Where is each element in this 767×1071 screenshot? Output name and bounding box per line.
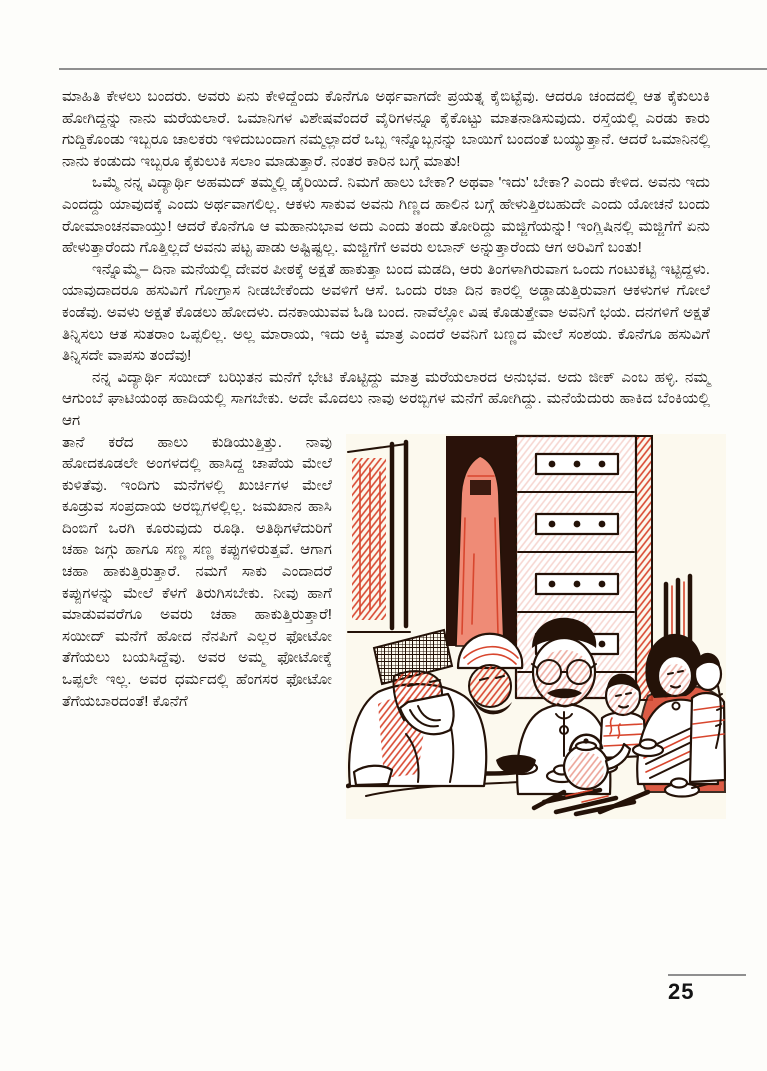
page-number: 25 [668,979,695,1004]
family-tea-gathering-illustration [346,434,726,819]
page-number-rule [668,974,746,976]
page-text [62,86,710,819]
old-man-foot [354,765,392,784]
drawer-plate-1 [536,454,618,474]
paragraph-2: ಒಮ್ಮೆ ನನ್ನ ವಿದ್ಯಾರ್ಥಿ ಅಹಮದ್ ತಮ್ಮಲ್ಲಿ ಡೈರಿಯಿದೆ. ನಿಮಗೆ ಹಾಲು ಬೇಕಾ? ಅಥವಾ 'ಇದು' ಬೇಕಾ? ಎಂದು ಕೇಳಿದ. ಅವನು ಇದು ಎಂದದ್ದು ಯಾವುದಕ್ಕೆ ಎಂದು ಅರ್ಥವಾಗಲಿಲ್ಲ. ಆಕಳು ಸಾಕುವ ಅವನು ಗಿಣ್ಣದ ಹಾಲಿನ ಬಗ್ಗೆ ಹೇಳುತ್ತಿರಬಹುದೇ ಎಂದು ಯೋಚನೆ ಬಂದು ರೋಮಾಂಚನವಾಯ್ತು! ಆದರೆ ಕೊನೆಗೂ ಆ ಮಹಾನುಭಾವ ಅದು ಎಂದು ತಂದು ತೋರಿದ್ದು ಮಜ್ಜಿಗೆಯನ್ನು! ಇಂಗ್ಲಿಷಿನಲ್ಲಿ ಮಜ್ಜಿಗೆಗೆ ಏನು ಹೇಳುತ್ತಾರೆಂದು ಗೊತ್ತಿಲ್ಲದೆ ಅವನು ಪಟ್ಟ ಪಾಡು ಅಷ್ಟಿಷ್ಟಲ್ಲ. ಮಜ್ಜಿಗೆಗೆ ಅವರು ಲಬಾನ್ ಅನ್ನುತ್ತಾರೆಂದು ಆಗ ಅರಿವಿಗೆ ಬಂತು! [62,174,710,257]
illustration-canvas [346,434,726,819]
girl [690,652,725,781]
drawer-plate-2 [536,514,618,534]
paragraph-4-wrapped: ತಾನೆ ಕರೆದ ಹಾಲು ಕುಡಿಯುತ್ತಿತ್ತು. ನಾವು ಹೋದಕೂಡಲೇ ಅಂಗಳದಲ್ಲಿ ಹಾಸಿದ್ದ ಚಾಪೆಯ ಮೇಲೆ ಕುಳಿತೆವು. ಇಂದಿಗು ಮನೆಗಳಲ್ಲಿ ಖುರ್ಚಿಗಳ ಮೇಲೆ ಕೂಡ್ರುವ ಸಂಪ್ರದಾಯ ಅರಬ್ಬಿಗಳಲ್ಲಿಲ್ಲ. ಜಮಖಾನ ಹಾಸಿ ದಿಂಬಿಗೆ ಒರಗಿ ಕೂರುವುದು ರೂಢಿ. ಅತಿಥಿಗಳೆದುರಿಗೆ ಚಹಾ ಜಗ್ಗು ಹಾಗೂ ಸಣ್ಣ ಸಣ್ಣ ಕಪ್ಪುಗಳಿರುತ್ತವೆ. ಆಗಾಗ ಚಹಾ ಹಾಕುತ್ತಿರುತ್ತಾರೆ. ನಮಗೆ ಸಾಕು ಎಂದಾದರೆ ಕಪ್ಪುಗಳನ್ನು ಮೇಲೆ ಕೆಳಗೆ ತಿರುಗಿಸಬೇಕು. ನೀವು ಹಾಗೆ ಮಾಡುವವರೆಗೂ ಅವರು ಚಹಾ ಹಾಕುತ್ತಿರುತ್ತಾರೆ! ಸಯೀದ್ ಮನೆಗೆ ಹೋದ ನೆನಪಿಗೆ ಎಲ್ಲರ ಫೋಟೋ ತೆಗೆಯಲು ಬಯಸಿದ್ದೆವು. ಅವರ ಅಮ್ಮ ಫೋಟೋಕ್ಕೆ ಒಪ್ಪಲೇ ಇಲ್ಲ. ಅವರ ಧರ್ಮದಲ್ಲಿ ಹೆಂಗಸರ ಫೋಟೋ ತೆಗೆಯಬಾರದಂತೆ! ಕೊನೆಗೆ [62,433,332,710]
paragraph-1: ಮಾಹಿತಿ ಕೇಳಲು ಬಂದರು. ಅವರು ಏನು ಕೇಳಿದ್ದೆಂದು ಕೊನೆಗೂ ಅರ್ಥವಾಗದೇ ಪ್ರಯತ್ನ ಕೈಬಿಟ್ಟೆವು. ಆದರೂ ಚಂದದಲ್ಲಿ ಆತ ಕೈಕುಲುಕಿ ಹೋಗಿದ್ದನ್ನು ನಾನು ಮರೆಯಲಾರೆ. ಒಮಾನಿಗಳ ವಿಶೇಷವೆಂದರೆ ವೈರಿಗಳನ್ನೂ ಕೈಕೊಟ್ಟು ಮಾತನಾಡಿಸುವುದು. ರಸ್ತೆಯಲ್ಲಿ ಎರಡು ಕಾರು ಗುದ್ದಿಕೊಂಡು ಇಬ್ಬರೂ ಚಾಲಕರು ಇಳಿದುಬಂದಾಗ ನಮ್ಮಲ್ಲಾದರೆ ಒಬ್ಬ ಇನ್ನೊಬ್ಬನನ್ನು ಬಾಯಿಗೆ ಬಂದಂತೆ ಬಯ್ಯುತ್ತಾನೆ. ಆದರೆ ಒಮಾನಿನಲ್ಲಿ ನಾನು ಕಂಡುದು ಇಬ್ಬರೂ ಕೈಕುಲುಕಿ ಸಲಾಂ ಮಾಡುತ್ತಾರೆ. ನಂತರ ಕಾರಿನ ಬಗ್ಗೆ ಮಾತು! [62,88,710,170]
paragraph-4-lead: ನನ್ನ ವಿದ್ಯಾರ್ಥಿ ಸಯೀದ್ ಬಝಿತನ ಮನೆಗೆ ಭೇಟಿ ಕೊಟ್ಟಿದ್ದು ಮಾತ್ರ ಮರೆಯಲಾರದ ಅನುಭವ. ಅದು ಜೀಕ್ ಎಂಬ ಹಳ್ಳಿ. ನಮ್ಮ ಆಗುಂಬೆ ಘಾಟಿಯಂಥ ಹಾದಿಯಲ್ಲಿ ಸಾಗಬೇಕು. ಅದೇ ಮೊದಲು ನಾವು ಅರಬ್ಬಿಗಳ ಮನೆಗೆ ಹೋಗಿದ್ದು. ಮನೆಯೆದುರು ಹಾಕಿದ ಬೆಂಕಿಯಲ್ಲಿ ಆಗ [62,368,710,429]
paragraph-3: ಇನ್ನೊಮ್ಮೆ– ದಿನಾ ಮನೆಯಲ್ಲಿ ದೇವರ ಪೀಠಕ್ಕೆ ಅಕ್ಷತೆ ಹಾಕುತ್ತಾ ಬಂದ ಮಡದಿ, ಆರು ತಿಂಗಳಾಗಿರುವಾಗ ಒಂದು ಗಂಟುಕಟ್ಟಿ ಇಟ್ಟಿದ್ದಳು. ಯಾವುದಾದರೂ ಹಸುವಿಗೆ ಗೋಗ್ರಾಸ ನೀಡಬೇಕೆಂದು ಅವಳಿಗೆ ಆಸೆ. ಒಂದು ರಜಾ ದಿನ ಕಾರಲ್ಲಿ ಅಡ್ಡಾಡುತ್ತಿರುವಾಗ ಆಕಳುಗಳ ಗೋಲೆ ಕಂಡೆವು. ಅವಳು ಅಕ್ಷತೆ ಕೊಡಲು ಹೋದಳು. ದನಕಾಯುವವ ಓಡಿ ಬಂದ. ನಾವೆಲ್ಲೋ ವಿಷ ಕೊಡುತ್ತೇವಾ ಅವನಿಗೆ ಭಯ. ದನಗಳಿಗೆ ಅಕ್ಷತೆ ತಿನ್ನಿಸಲು ಆತ ಸುತರಾಂ ಒಪ್ಪಲಿಲ್ಲ. ಅಲ್ಲ ಮಾರಾಯ, ಇದು ಅಕ್ಕಿ ಮಾತ್ರ ಎಂದರೆ ಅವನಿಗೆ ಬಣ್ಣದ ಮೇಲೆ ಸಂಶಯ. ಕೊನೆಗೂ ಹಸುವಿಗೆ ತಿನ್ನಿಸದೇ ವಾಪಸು ತಂದೆವು! [62,260,710,365]
page-top-rule [59,68,767,70]
turbaned-man-face [469,665,511,707]
drawer-plate-3 [536,574,618,594]
text-image-wrap-zone [62,432,710,713]
page-number-block [668,974,746,1005]
doorway [446,436,516,646]
veiled-woman [456,456,504,646]
